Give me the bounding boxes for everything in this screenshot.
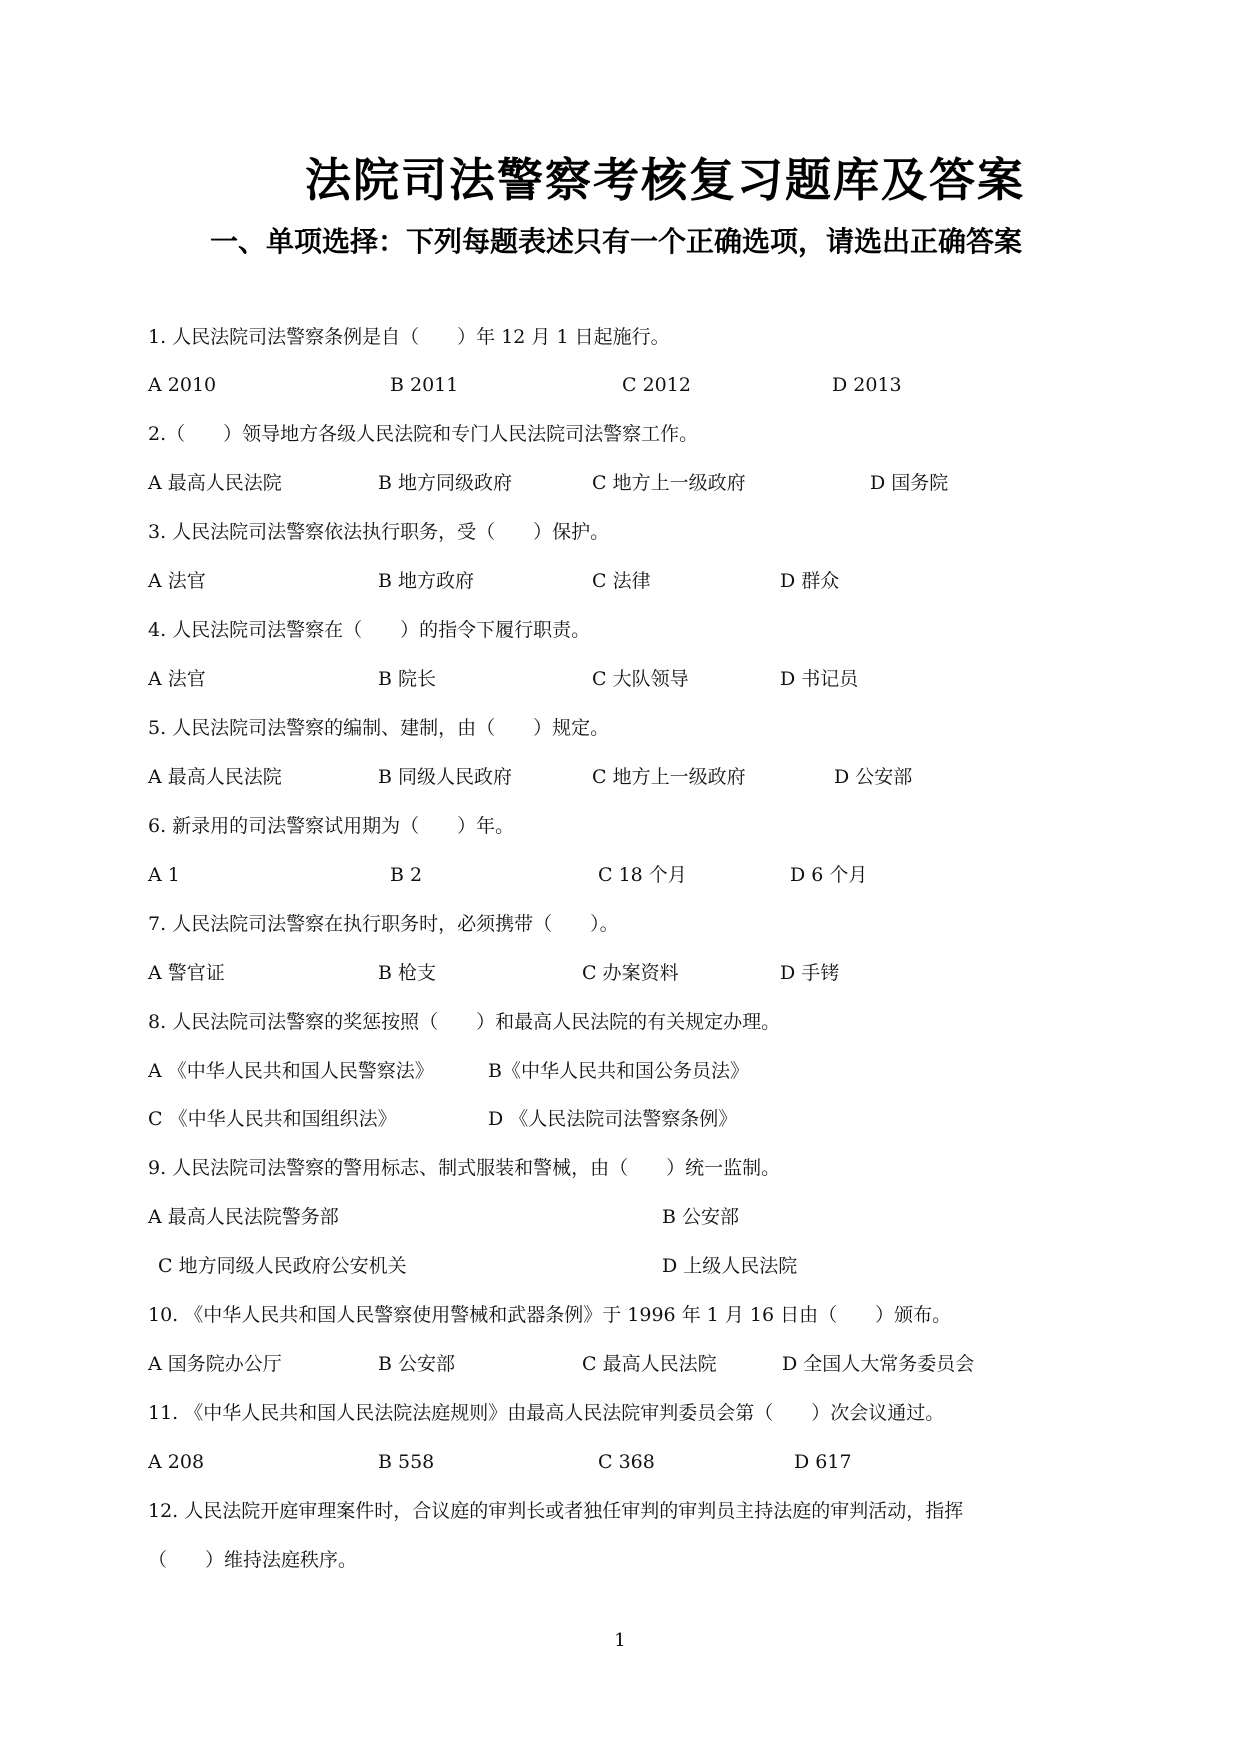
- option-c: C 368: [598, 1451, 655, 1473]
- option-b: B 2: [390, 864, 423, 886]
- question-2: 2.（ ）领导地方各级人民法院和专门人民法院司法警察工作。: [148, 423, 699, 445]
- question-8: 8. 人民法院司法警察的奖惩按照（ ）和最高人民法院的有关规定办理。: [148, 1011, 781, 1033]
- option-a: A 警官证: [148, 962, 225, 984]
- option-b: B 公安部: [378, 1353, 456, 1375]
- section-heading: 一、单项选择：下列每题表述只有一个正确选项，请选出正确答案: [210, 225, 1023, 258]
- option-d: D 全国人大常务委员会: [782, 1353, 975, 1375]
- question-6: 6. 新录用的司法警察试用期为（ ）年。: [148, 815, 515, 837]
- question-4: 4. 人民法院司法警察在（ ）的指令下履行职责。: [148, 619, 591, 641]
- question-9: 9. 人民法院司法警察的警用标志、制式服装和警械，由（ ）统一监制。: [148, 1157, 781, 1179]
- document-title: 法院司法警察考核复习题库及答案: [305, 153, 1025, 207]
- option-b: B 枪支: [378, 962, 437, 984]
- question-12: 12. 人民法院开庭审理案件时，合议庭的审判长或者独任审判的审判员主持法庭的审判活动，指挥: [148, 1500, 964, 1522]
- option-b: B 院长: [378, 668, 437, 690]
- option-a: A 2010: [148, 374, 217, 396]
- option-d: D 书记员: [780, 668, 859, 690]
- option-a: A 法官: [148, 570, 206, 592]
- question-5: 5. 人民法院司法警察的编制、建制，由（ ）规定。: [148, 717, 610, 739]
- option-b: B 558: [378, 1451, 435, 1473]
- option-a: A 国务院办公厅: [148, 1353, 282, 1375]
- option-c: C 大队领导: [592, 668, 689, 690]
- option-c: C 18 个月: [598, 864, 687, 886]
- option-c: C 地方上一级政府: [592, 472, 746, 494]
- page-number: 1: [614, 1630, 626, 1651]
- option-c: C 法律: [592, 570, 651, 592]
- option-a: A 最高人民法院: [148, 472, 282, 494]
- option-b: B 2011: [390, 374, 459, 396]
- option-a: A 最高人民法院警务部: [148, 1206, 339, 1228]
- option-a: A 《中华人民共和国人民警察法》: [148, 1060, 434, 1082]
- option-a: A 法官: [148, 668, 206, 690]
- option-c: C 办案资料: [582, 962, 679, 984]
- option-b: B 公安部: [662, 1206, 740, 1228]
- option-c: C 地方上一级政府: [592, 766, 746, 788]
- question-3: 3. 人民法院司法警察依法执行职务，受（ ）保护。: [148, 521, 610, 543]
- option-d: D 公安部: [834, 766, 913, 788]
- option-d: D 手铐: [780, 962, 840, 984]
- option-d: D 上级人民法院: [662, 1255, 798, 1277]
- option-d: D 群众: [780, 570, 840, 592]
- option-b: B《中华人民共和国公务员法》: [488, 1060, 749, 1082]
- option-c: C 2012: [622, 374, 691, 396]
- question-12-continuation: （ ）维持法庭秩序。: [148, 1549, 358, 1571]
- question-1: 1. 人民法院司法警察条例是自（ ）年 12 月 1 日起施行。: [148, 326, 670, 348]
- option-b: B 地方同级政府: [378, 472, 513, 494]
- option-a: A 1: [148, 864, 180, 886]
- option-d: D 国务院: [870, 472, 949, 494]
- option-c: C 最高人民法院: [582, 1353, 717, 1375]
- option-a: A 最高人民法院: [148, 766, 282, 788]
- question-10: 10. 《中华人民共和国人民警察使用警械和武器条例》于 1996 年 1 月 16 日由（ ）颁布。: [148, 1304, 952, 1326]
- option-b: B 地方政府: [378, 570, 475, 592]
- option-d: D 2013: [832, 374, 902, 396]
- option-d: D 《人民法院司法警察条例》: [488, 1108, 738, 1130]
- option-d: D 6 个月: [790, 864, 868, 886]
- option-a: A 208: [148, 1451, 205, 1473]
- option-d: D 617: [794, 1451, 852, 1473]
- option-b: B 同级人民政府: [378, 766, 513, 788]
- option-c: C 《中华人民共和国组织法》: [148, 1108, 397, 1130]
- question-11: 11. 《中华人民共和国人民法院法庭规则》由最高人民法院审判委员会第（ ）次会议通过。: [148, 1402, 945, 1424]
- option-c: C 地方同级人民政府公安机关: [158, 1255, 407, 1277]
- question-7: 7. 人民法院司法警察在执行职务时，必须携带（ ）。: [148, 913, 619, 935]
